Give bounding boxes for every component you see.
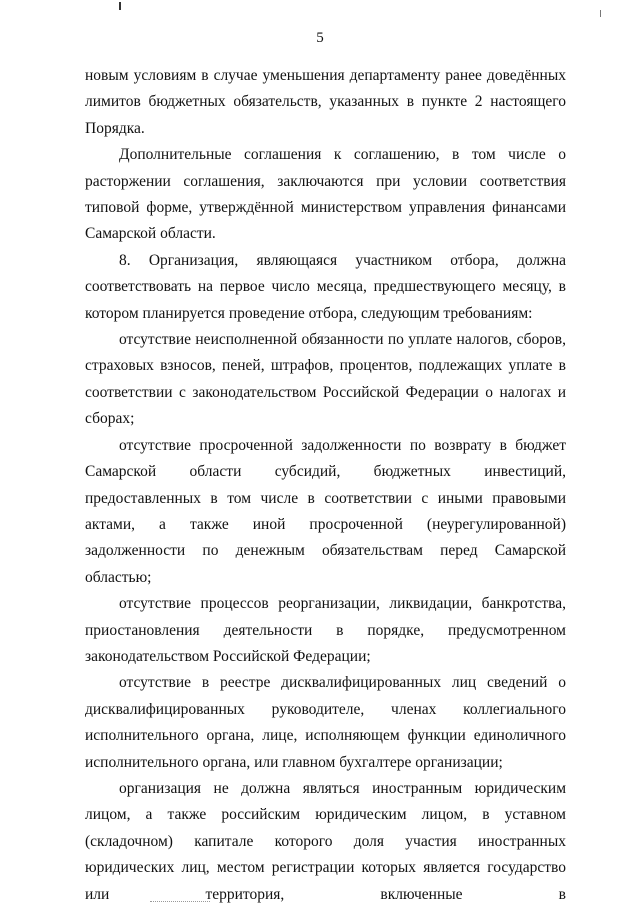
requirement-paragraph: отсутствие процессов реорганизации, ликвидации, банкротства, приостановления деятельности в порядке, предусмотренном законодательством Российской Федерации;	[85, 595, 566, 665]
scan-artifact-mark	[119, 2, 121, 10]
requirement-paragraph: организация не должна являться иностранным юридическим лицом, а также российским юридическим лицом, в уставном (складочном) капитале которого доля участия иностранных юридических лиц, местом регистрации которых является государство или территория, включенные в	[85, 779, 566, 903]
requirement-paragraph: отсутствие просроченной задолженности по возврату в бюджет Самарской области субсидий, бюджетных инвестиций, предоставленных в том числе в соответствии с иными правовыми актами, а также иной просроченной (неурегулированной) задолженности по денежным обязательствам перед Самарской областью;	[85, 436, 566, 586]
requirement-paragraph: отсутствие неисполненной обязанности по уплате налогов, сборов, страховых взносов, пеней, штрафов, процентов, подлежащих уплате в соответствии с законодательством Российской Федерации о налогах и сборах;	[85, 331, 566, 428]
paragraph: новым условиям в случае уменьшения департаменту ранее доведённых лимитов бюджетных обязательств, указанных в пункте 2 настоящего Порядка.	[85, 67, 566, 137]
paragraph: Дополнительные соглашения к соглашению, в том числе о расторжении соглашения, заключаются при условии соответствия типовой форме, утверждённой министерством управления финансами Самарской области.	[85, 146, 566, 243]
document-body	[85, 63, 566, 908]
scan-artifact-dots	[150, 901, 210, 902]
page-number: 5	[316, 30, 324, 46]
paragraph-item-8: 8. Организация, являющаяся участником отбора, должна соответствовать на первое число месяца, предшествующего месяцу, в котором планируется проведение отбора, следующим требованиям:	[85, 251, 566, 322]
scan-artifact-mark	[600, 10, 601, 17]
requirement-paragraph: отсутствие в реестре дисквалифицированных лиц сведений о дисквалифицированных руководителе, членах коллегиального исполнительного органа, лице, исполняющем функции единоличного исполнительного органа, или главном бухгалтере организации;	[85, 674, 566, 771]
